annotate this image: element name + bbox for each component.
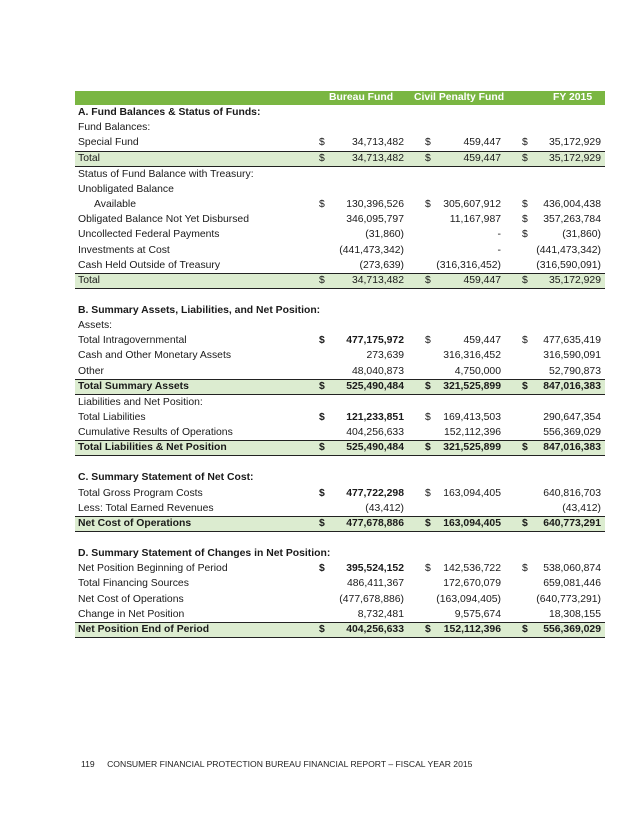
civil-penalty-value: 321,525,899 — [443, 380, 501, 392]
currency-symbol: $ — [319, 563, 325, 575]
fy2015-value: (316,590,091) — [536, 259, 601, 271]
fy2015-value: 477,635,419 — [543, 335, 601, 347]
currency-symbol: $ — [522, 198, 528, 210]
bureau-fund-value: 34,713,482 — [351, 137, 404, 149]
table-row — [75, 395, 605, 410]
table-row — [75, 243, 605, 258]
table-row — [75, 212, 605, 227]
bureau-fund-value: 477,722,298 — [346, 487, 404, 499]
civil-penalty-value: (316,316,452) — [436, 259, 501, 271]
row-label: Total Gross Program Costs — [78, 487, 203, 499]
section-spacer — [75, 456, 605, 470]
fy2015-value: 18,308,155 — [548, 608, 601, 620]
civil-penalty-value: 4,750,000 — [454, 365, 501, 377]
page-footer — [81, 759, 472, 769]
total-row — [75, 622, 605, 638]
row-label: Net Cost of Operations — [78, 517, 192, 529]
civil-penalty-value: 459,447 — [463, 137, 501, 149]
fy2015-value: 52,790,873 — [548, 365, 601, 377]
bureau-fund-value: 8,732,481 — [357, 608, 404, 620]
civil-penalty-value: - — [497, 244, 501, 256]
table-header — [75, 91, 605, 105]
currency-symbol: $ — [522, 517, 528, 529]
row-label: Total — [78, 152, 100, 164]
table-row — [75, 364, 605, 379]
bureau-fund-value: 121,233,851 — [346, 412, 404, 423]
fy2015-value: 556,369,029 — [543, 427, 601, 439]
currency-symbol: $ — [522, 152, 528, 164]
row-label: Total Summary Assets — [78, 380, 189, 392]
fy2015-value: 35,172,929 — [548, 274, 601, 286]
bureau-fund-value: 404,256,633 — [346, 427, 404, 439]
fy2015-value: 357,263,784 — [543, 214, 601, 226]
row-label: A. Fund Balances & Status of Funds: — [78, 107, 261, 118]
row-label: Unobligated Balance — [78, 183, 174, 195]
currency-symbol: $ — [319, 198, 325, 210]
row-label: Available — [94, 198, 136, 210]
civil-penalty-value: 169,413,503 — [443, 412, 501, 423]
bureau-fund-value: (273,639) — [359, 259, 404, 271]
section-spacer — [75, 289, 605, 303]
currency-symbol: $ — [425, 137, 431, 149]
table-row — [75, 135, 605, 150]
table-row — [75, 501, 605, 516]
fy2015-value: (640,773,291) — [536, 593, 601, 605]
bureau-fund-value: (477,678,886) — [339, 593, 404, 605]
currency-symbol: $ — [319, 137, 325, 149]
currency-symbol: $ — [425, 152, 431, 164]
table-row — [75, 182, 605, 197]
row-label: Special Fund — [78, 137, 139, 149]
civil-penalty-value: 459,447 — [463, 274, 501, 286]
currency-symbol: $ — [425, 274, 431, 286]
total-row — [75, 516, 605, 532]
table-row — [75, 576, 605, 591]
currency-symbol: $ — [425, 442, 431, 454]
table-body — [75, 105, 605, 638]
currency-symbol: $ — [319, 335, 325, 347]
row-label: Change in Net Position — [78, 608, 185, 620]
row-label: Cumulative Results of Operations — [78, 427, 233, 439]
row-label: Total Intragovernmental — [78, 335, 187, 347]
table-row — [75, 561, 605, 576]
bureau-fund-value: (31,860) — [365, 229, 404, 241]
row-label: D. Summary Statement of Changes in Net Position: — [78, 547, 331, 559]
fy2015-value: 35,172,929 — [548, 137, 601, 149]
civil-penalty-value: 459,447 — [463, 335, 501, 347]
bureau-fund-value: 477,175,972 — [346, 335, 404, 347]
row-label: Assets: — [78, 320, 113, 332]
row-label: Investments at Cost — [78, 244, 170, 256]
currency-symbol: $ — [425, 487, 431, 499]
table-row — [75, 348, 605, 363]
civil-penalty-value: 316,316,452 — [443, 350, 501, 362]
currency-symbol: $ — [522, 274, 528, 286]
table-row — [75, 120, 605, 135]
bureau-fund-value: 525,490,484 — [346, 380, 404, 392]
fy2015-value: 436,004,438 — [543, 198, 601, 210]
civil-penalty-value: 172,670,079 — [443, 578, 501, 590]
civil-penalty-value: 152,112,396 — [443, 623, 501, 635]
total-row — [75, 151, 605, 167]
fy2015-value: 659,081,446 — [543, 578, 601, 590]
fy2015-value: 538,060,874 — [543, 563, 601, 575]
civil-penalty-value: 321,525,899 — [443, 442, 501, 454]
table-row — [75, 410, 605, 425]
currency-symbol: $ — [319, 380, 325, 392]
row-label: Liabilities and Net Position: — [78, 396, 203, 408]
table-row — [75, 607, 605, 622]
currency-symbol: $ — [522, 214, 528, 226]
row-label: Uncollected Federal Payments — [78, 229, 220, 241]
total-row — [75, 440, 605, 456]
currency-symbol: $ — [425, 623, 431, 635]
civil-penalty-value: (163,094,405) — [436, 593, 501, 605]
currency-symbol: $ — [522, 229, 528, 241]
row-label: Cash Held Outside of Treasury — [78, 259, 221, 271]
row-label: Obligated Balance Not Yet Disbursed — [78, 214, 249, 226]
fy2015-value: (441,473,342) — [536, 244, 601, 256]
currency-symbol: $ — [319, 442, 325, 454]
table-row — [75, 486, 605, 501]
section-heading — [75, 105, 605, 120]
bureau-fund-value: 477,678,886 — [346, 517, 404, 529]
row-label: Total — [78, 274, 100, 286]
section-heading — [75, 470, 605, 485]
bureau-fund-value: 34,713,482 — [351, 274, 404, 286]
table-row — [75, 197, 605, 212]
table-row — [75, 167, 605, 182]
bureau-fund-value: 395,524,152 — [346, 563, 404, 575]
bureau-fund-value: 486,411,367 — [346, 578, 404, 590]
currency-symbol: $ — [319, 152, 325, 164]
table-row — [75, 227, 605, 242]
table-row — [75, 592, 605, 607]
row-label: Fund Balances: — [78, 122, 151, 134]
table-row — [75, 318, 605, 333]
section-heading — [75, 546, 605, 561]
civil-penalty-value: 163,094,405 — [443, 517, 501, 529]
currency-symbol: $ — [425, 563, 431, 575]
row-label: Total Liabilities — [78, 412, 146, 423]
civil-penalty-value: 459,447 — [463, 152, 501, 164]
row-label: Less: Total Earned Revenues — [78, 502, 214, 514]
fy2015-value: 35,172,929 — [548, 152, 601, 164]
currency-symbol: $ — [319, 412, 325, 423]
currency-symbol: $ — [319, 623, 325, 635]
section-spacer — [75, 532, 605, 546]
currency-symbol: $ — [425, 335, 431, 347]
row-label: Cash and Other Monetary Assets — [78, 350, 232, 362]
bureau-fund-value: (43,412) — [365, 502, 404, 514]
bureau-fund-value: 346,095,797 — [346, 214, 404, 226]
civil-penalty-value: 9,575,674 — [454, 608, 501, 620]
financial-summary-table — [75, 91, 605, 638]
bureau-fund-value: 130,396,526 — [346, 198, 404, 210]
currency-symbol: $ — [522, 137, 528, 149]
fy2015-value: 847,016,383 — [543, 380, 601, 392]
civil-penalty-value: 305,607,912 — [443, 198, 501, 210]
fy2015-value: 640,816,703 — [543, 487, 601, 499]
row-label: Total Liabilities & Net Position — [78, 442, 227, 454]
col-header-bureau-fund: Bureau Fund — [329, 92, 394, 103]
fy2015-value: 316,590,091 — [543, 350, 601, 362]
table-row — [75, 258, 605, 273]
bureau-fund-value: 525,490,484 — [346, 442, 404, 454]
currency-symbol: $ — [522, 563, 528, 575]
row-label: C. Summary Statement of Net Cost: — [78, 472, 254, 484]
row-label: B. Summary Assets, Liabilities, and Net Position: — [78, 304, 321, 316]
fy2015-value: (43,412) — [562, 502, 601, 514]
civil-penalty-value: - — [497, 229, 501, 241]
currency-symbol: $ — [319, 274, 325, 286]
fy2015-value: 556,369,029 — [543, 623, 601, 635]
col-header-fy2015: FY 2015 — [553, 92, 593, 103]
bureau-fund-value: 48,040,873 — [351, 365, 404, 377]
bureau-fund-value: 273,639 — [366, 350, 404, 362]
currency-symbol: $ — [522, 335, 528, 347]
row-label: Total Financing Sources — [78, 578, 189, 590]
currency-symbol: $ — [425, 380, 431, 392]
currency-symbol: $ — [425, 198, 431, 210]
fy2015-value: 290,647,354 — [543, 412, 601, 423]
currency-symbol: $ — [425, 517, 431, 529]
row-label: Net Cost of Operations — [78, 593, 184, 605]
currency-symbol: $ — [522, 623, 528, 635]
bureau-fund-value: (441,473,342) — [339, 244, 404, 256]
currency-symbol: $ — [522, 380, 528, 392]
currency-symbol: $ — [522, 442, 528, 454]
bureau-fund-value: 404,256,633 — [346, 623, 404, 635]
col-header-civil-penalty-fund: Civil Penalty Fund — [414, 92, 505, 103]
row-label: Status of Fund Balance with Treasury: — [78, 168, 254, 180]
bureau-fund-value: 34,713,482 — [351, 152, 404, 164]
total-row — [75, 379, 605, 395]
table-row — [75, 333, 605, 348]
table-row — [75, 425, 605, 440]
total-row — [75, 273, 605, 289]
row-label: Net Position Beginning of Period — [78, 563, 228, 575]
civil-penalty-value: 163,094,405 — [443, 487, 501, 499]
civil-penalty-value: 11,167,987 — [449, 214, 501, 226]
fy2015-value: 640,773,291 — [543, 517, 601, 529]
fy2015-value: 847,016,383 — [543, 442, 601, 454]
page-number: 119 — [81, 759, 95, 769]
fy2015-value: (31,860) — [562, 229, 601, 241]
currency-symbol: $ — [319, 487, 325, 499]
currency-symbol: $ — [319, 517, 325, 529]
civil-penalty-value: 152,112,396 — [443, 427, 501, 439]
footer-title: CONSUMER FINANCIAL PROTECTION BUREAU FINANCIAL REPORT – FISCAL YEAR 2015 — [107, 759, 473, 769]
section-heading — [75, 303, 605, 318]
row-label: Other — [78, 365, 104, 377]
currency-symbol: $ — [425, 412, 431, 423]
row-label: Net Position End of Period — [78, 623, 210, 635]
civil-penalty-value: 142,536,722 — [443, 563, 501, 575]
